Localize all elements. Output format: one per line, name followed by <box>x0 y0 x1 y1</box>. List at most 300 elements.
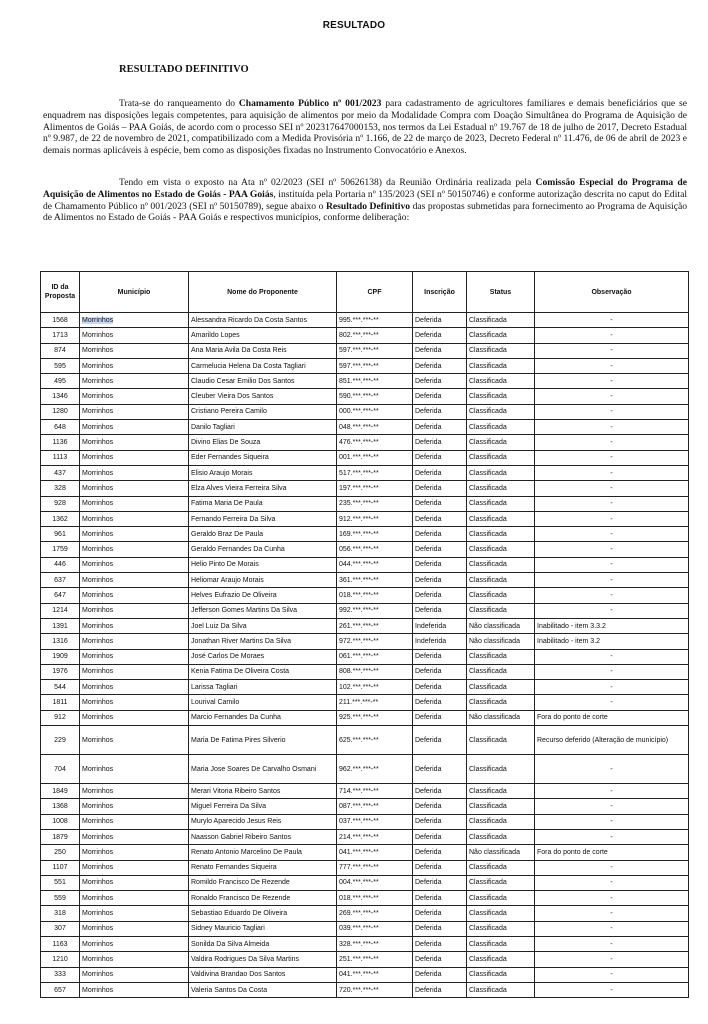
cell-cpf: 962.***.***-** <box>337 755 413 784</box>
table-row <box>41 906 689 921</box>
header-id: ID da Proposta <box>41 272 80 313</box>
cell-observacao: Inabilitado - item 3.2 <box>535 634 689 649</box>
cell-municipio: Morrinhos <box>80 465 189 480</box>
cell-status: Classificada <box>467 936 535 951</box>
table-row <box>41 695 689 710</box>
cell-id: 912 <box>41 710 80 725</box>
cell-inscricao: Indeferida <box>413 634 467 649</box>
table-row <box>41 680 689 695</box>
cell-cpf: 169.***.***-** <box>337 527 413 542</box>
cell-municipio: Morrinhos <box>80 634 189 649</box>
cell-id: 961 <box>41 527 80 542</box>
cell-observacao: - <box>535 664 689 679</box>
cell-inscricao: Deferida <box>413 952 467 967</box>
cell-cpf: 048.***.***-** <box>337 420 413 435</box>
cell-inscricao: Deferida <box>413 799 467 814</box>
cell-nome: Fatima Maria De Paula <box>189 496 337 511</box>
cell-observacao: - <box>535 695 689 710</box>
cell-nome: Danilo Tagliari <box>189 420 337 435</box>
cell-cpf: 972.***.***-** <box>337 634 413 649</box>
cell-observacao: - <box>535 511 689 526</box>
cell-observacao: - <box>535 496 689 511</box>
cell-nome: Elisio Araujo Morais <box>189 465 337 480</box>
cell-observacao: - <box>535 814 689 829</box>
cell-observacao: - <box>535 527 689 542</box>
cell-municipio: Morrinhos <box>80 588 189 603</box>
cell-id: 1346 <box>41 389 80 404</box>
cell-cpf: 000.***.***-** <box>337 404 413 419</box>
cell-cpf: 269.***.***-** <box>337 906 413 921</box>
cell-municipio: Morrinhos <box>80 845 189 860</box>
cell-id: 229 <box>41 726 80 755</box>
cell-id: 1391 <box>41 618 80 633</box>
results-table <box>40 271 689 998</box>
cell-inscricao: Deferida <box>413 680 467 695</box>
table-row <box>41 450 689 465</box>
table-row <box>41 573 689 588</box>
cell-status: Classificada <box>467 695 535 710</box>
cell-id: 704 <box>41 755 80 784</box>
cell-status: Classificada <box>467 374 535 389</box>
delib-text-d: Resultado Definitivo <box>325 200 411 212</box>
cell-municipio: Morrinhos <box>80 450 189 465</box>
cell-id: 595 <box>41 358 80 373</box>
header-status: Status <box>467 272 535 313</box>
cell-observacao: - <box>535 465 689 480</box>
cell-id: 637 <box>41 573 80 588</box>
delib-text-b: Comissão Especial do Programa de Aquisição de Alimentos no Estado de Goiás - PAA Goiás <box>43 177 687 200</box>
header-observacao: Observação <box>535 272 689 313</box>
header-cpf: CPF <box>337 272 413 313</box>
cell-id: 1163 <box>41 936 80 951</box>
cell-inscricao: Deferida <box>413 982 467 997</box>
cell-id: 1909 <box>41 649 80 664</box>
cell-observacao: - <box>535 358 689 373</box>
cell-observacao: - <box>535 481 689 496</box>
table-row <box>41 588 689 603</box>
table-row <box>41 404 689 419</box>
cell-nome: Ronaldo Francisco De Rezende <box>189 891 337 906</box>
cell-nome: Maria De Fatima Pires Silverio <box>189 726 337 755</box>
cell-observacao: - <box>535 450 689 465</box>
cell-cpf: 625.***.***-** <box>337 726 413 755</box>
cell-municipio: Morrinhos <box>80 573 189 588</box>
cell-id: 1113 <box>41 450 80 465</box>
cell-status: Classificada <box>467 982 535 997</box>
cell-cpf: 328.***.***-** <box>337 936 413 951</box>
cell-cpf: 056.***.***-** <box>337 542 413 557</box>
table-row <box>41 313 689 328</box>
cell-observacao: - <box>535 875 689 890</box>
cell-inscricao: Deferida <box>413 784 467 799</box>
cell-nome: Jefferson Gomes Martins Da Silva <box>189 603 337 618</box>
delib-text-a: Tendo em vista o exposto na Ata nº 02/2023 (SEI nº 50626138) da Reunião Ordinária realizada pela <box>119 177 536 188</box>
cell-status: Classificada <box>467 328 535 343</box>
cell-observacao: - <box>535 755 689 784</box>
cell-inscricao: Deferida <box>413 496 467 511</box>
cell-municipio: Morrinhos <box>80 755 189 784</box>
table-row <box>41 799 689 814</box>
cell-nome: Cristiano Pereira Camilo <box>189 404 337 419</box>
cell-status: Classificada <box>467 588 535 603</box>
section-subtitle: RESULTADO DEFINITIVO <box>119 64 249 75</box>
cell-cpf: 590.***.***-** <box>337 389 413 404</box>
cell-observacao: - <box>535 328 689 343</box>
cell-cpf: 037.***.***-** <box>337 814 413 829</box>
table-row <box>41 967 689 982</box>
cell-id: 1214 <box>41 603 80 618</box>
cell-municipio: Morrinhos <box>80 389 189 404</box>
cell-id: 328 <box>41 481 80 496</box>
cell-inscricao: Deferida <box>413 358 467 373</box>
cell-cpf: 004.***.***-** <box>337 875 413 890</box>
cell-observacao: - <box>535 952 689 967</box>
cell-status: Classificada <box>467 527 535 542</box>
cell-municipio: Morrinhos <box>80 710 189 725</box>
cell-id: 1316 <box>41 634 80 649</box>
cell-cpf: 214.***.***-** <box>337 829 413 844</box>
cell-observacao: - <box>535 420 689 435</box>
cell-municipio: Morrinhos <box>80 664 189 679</box>
cell-inscricao: Deferida <box>413 814 467 829</box>
intro-text-b: Chamamento Público nº 001/2023 <box>238 98 382 109</box>
cell-municipio: Morrinhos <box>80 618 189 633</box>
table-row <box>41 496 689 511</box>
cell-nome: Renato Antonio Marcelino De Paula <box>189 845 337 860</box>
table-row <box>41 465 689 480</box>
table-row <box>41 829 689 844</box>
table-row <box>41 420 689 435</box>
cell-id: 657 <box>41 982 80 997</box>
cell-id: 437 <box>41 465 80 480</box>
cell-status: Classificada <box>467 860 535 875</box>
cell-municipio: Morrinhos <box>80 481 189 496</box>
cell-nome: Valdira Rodrigues Da Silva Martins <box>189 952 337 967</box>
cell-id: 333 <box>41 967 80 982</box>
cell-municipio: Morrinhos <box>80 860 189 875</box>
cell-municipio: Morrinhos <box>80 799 189 814</box>
cell-nome: Murylo Aparecido Jesus Reis <box>189 814 337 829</box>
cell-municipio: Morrinhos <box>80 404 189 419</box>
table-row <box>41 557 689 572</box>
cell-status: Classificada <box>467 726 535 755</box>
cell-inscricao: Deferida <box>413 573 467 588</box>
cell-municipio: Morrinhos <box>80 695 189 710</box>
cell-inscricao: Deferida <box>413 404 467 419</box>
cell-observacao: - <box>535 799 689 814</box>
cell-status: Classificada <box>467 952 535 967</box>
cell-municipio: Morrinhos <box>80 343 189 358</box>
cell-status: Classificada <box>467 814 535 829</box>
cell-municipio: Morrinhos <box>80 906 189 921</box>
cell-cpf: 992.***.***-** <box>337 603 413 618</box>
cell-inscricao: Deferida <box>413 891 467 906</box>
table-body <box>41 313 689 998</box>
cell-nome: Joel Luiz Da Silva <box>189 618 337 633</box>
cell-nome: Carmelucia Helena Da Costa Tagliari <box>189 358 337 373</box>
cell-inscricao: Deferida <box>413 542 467 557</box>
cell-cpf: 251.***.***-** <box>337 952 413 967</box>
cell-municipio: Morrinhos <box>80 649 189 664</box>
cell-observacao: - <box>535 374 689 389</box>
cell-municipio: Morrinhos <box>80 328 189 343</box>
cell-nome: Larissa Tagliari <box>189 680 337 695</box>
selected-text-highlight[interactable]: Morrinhos <box>82 316 114 324</box>
cell-status: Classificada <box>467 967 535 982</box>
cell-municipio: Morrinhos <box>80 875 189 890</box>
cell-cpf: 041.***.***-** <box>337 845 413 860</box>
cell-inscricao: Deferida <box>413 845 467 860</box>
cell-cpf: 044.***.***-** <box>337 557 413 572</box>
cell-id: 1368 <box>41 799 80 814</box>
cell-municipio: Morrinhos <box>80 982 189 997</box>
cell-status: Classificada <box>467 420 535 435</box>
table-row <box>41 710 689 725</box>
cell-status: Classificada <box>467 404 535 419</box>
cell-status: Classificada <box>467 906 535 921</box>
cell-status: Não classificada <box>467 710 535 725</box>
cell-status: Classificada <box>467 755 535 784</box>
cell-inscricao: Deferida <box>413 450 467 465</box>
cell-municipio: Morrinhos <box>80 829 189 844</box>
cell-municipio: Morrinhos <box>80 374 189 389</box>
cell-status: Classificada <box>467 573 535 588</box>
cell-id: 544 <box>41 680 80 695</box>
table-row <box>41 328 689 343</box>
cell-id: 1107 <box>41 860 80 875</box>
cell-inscricao: Deferida <box>413 328 467 343</box>
cell-id: 551 <box>41 875 80 890</box>
table-row <box>41 603 689 618</box>
cell-cpf: 001.***.***-** <box>337 450 413 465</box>
cell-observacao: - <box>535 921 689 936</box>
table-row <box>41 649 689 664</box>
table-row <box>41 875 689 890</box>
cell-cpf: 261.***.***-** <box>337 618 413 633</box>
cell-status: Classificada <box>467 664 535 679</box>
cell-nome: Heliomar Araujo Morais <box>189 573 337 588</box>
cell-status: Classificada <box>467 680 535 695</box>
cell-id: 1008 <box>41 814 80 829</box>
table-row <box>41 921 689 936</box>
table-header-row <box>41 272 689 313</box>
table-row <box>41 511 689 526</box>
cell-cpf: 102.***.***-** <box>337 680 413 695</box>
cell-nome: Kenia Fatima De Oliveira Costa <box>189 664 337 679</box>
cell-status: Classificada <box>467 921 535 936</box>
cell-nome: Romildo Francisco De Rezende <box>189 875 337 890</box>
cell-id: 1136 <box>41 435 80 450</box>
cell-status: Classificada <box>467 435 535 450</box>
cell-id: 1811 <box>41 695 80 710</box>
cell-id: 318 <box>41 906 80 921</box>
cell-municipio: Morrinhos <box>80 784 189 799</box>
table-row <box>41 891 689 906</box>
cell-nome: Elza Alves Vieira Ferreira Silva <box>189 481 337 496</box>
cell-municipio: Morrinhos <box>80 814 189 829</box>
cell-municipio: Morrinhos <box>80 496 189 511</box>
cell-status: Classificada <box>467 875 535 890</box>
cell-nome: Lourival Camilo <box>189 695 337 710</box>
cell-inscricao: Deferida <box>413 557 467 572</box>
cell-status: Classificada <box>467 649 535 664</box>
cell-nome: Helio Pinto De Morais <box>189 557 337 572</box>
cell-status: Classificada <box>467 343 535 358</box>
cell-observacao: - <box>535 982 689 997</box>
cell-status: Classificada <box>467 891 535 906</box>
cell-nome: Sonilda Da Silva Almeida <box>189 936 337 951</box>
cell-observacao: - <box>535 680 689 695</box>
table-row <box>41 542 689 557</box>
header-nome: Nome do Proponente <box>189 272 337 313</box>
cell-status: Não classificada <box>467 845 535 860</box>
cell-cpf: 517.***.***-** <box>337 465 413 480</box>
cell-inscricao: Deferida <box>413 829 467 844</box>
cell-nome: Marcio Fernandes Da Cunha <box>189 710 337 725</box>
cell-nome: Geraldo Fernandes Da Cunha <box>189 542 337 557</box>
table-row <box>41 755 689 784</box>
cell-id: 250 <box>41 845 80 860</box>
cell-nome: José Carlos De Moraes <box>189 649 337 664</box>
cell-id: 1280 <box>41 404 80 419</box>
table-row <box>41 389 689 404</box>
cell-status: Classificada <box>467 557 535 572</box>
cell-cpf: 041.***.***-** <box>337 967 413 982</box>
cell-inscricao: Deferida <box>413 603 467 618</box>
table-row <box>41 435 689 450</box>
cell-inscricao: Deferida <box>413 967 467 982</box>
cell-municipio <box>80 313 189 328</box>
cell-status: Classificada <box>467 481 535 496</box>
cell-observacao: Inabilitado - item 3.3.2 <box>535 618 689 633</box>
table-row <box>41 664 689 679</box>
cell-inscricao: Deferida <box>413 710 467 725</box>
cell-inscricao: Deferida <box>413 435 467 450</box>
cell-municipio: Morrinhos <box>80 420 189 435</box>
cell-status: Classificada <box>467 784 535 799</box>
cell-inscricao: Deferida <box>413 511 467 526</box>
cell-observacao: - <box>535 542 689 557</box>
cell-nome: Ana Maria Avila Da Costa Reis <box>189 343 337 358</box>
cell-id: 1210 <box>41 952 80 967</box>
cell-id: 1879 <box>41 829 80 844</box>
cell-observacao: - <box>535 784 689 799</box>
table-row <box>41 343 689 358</box>
cell-nome: Merari Vitoria Ribeiro Santos <box>189 784 337 799</box>
table-row <box>41 814 689 829</box>
cell-cpf: 808.***.***-** <box>337 664 413 679</box>
cell-inscricao: Deferida <box>413 875 467 890</box>
cell-nome: Jonathan River Martins Da Silva <box>189 634 337 649</box>
cell-id: 446 <box>41 557 80 572</box>
cell-inscricao: Deferida <box>413 726 467 755</box>
cell-cpf: 018.***.***-** <box>337 891 413 906</box>
table-row <box>41 952 689 967</box>
cell-status: Classificada <box>467 389 535 404</box>
cell-nome: Renato Fernandes Siqueira <box>189 860 337 875</box>
cell-cpf: 851.***.***-** <box>337 374 413 389</box>
cell-status: Classificada <box>467 829 535 844</box>
cell-inscricao: Deferida <box>413 389 467 404</box>
cell-observacao: - <box>535 343 689 358</box>
cell-observacao: - <box>535 573 689 588</box>
header-municipio: Município <box>80 272 189 313</box>
cell-observacao: - <box>535 936 689 951</box>
table-row <box>41 936 689 951</box>
table-row <box>41 982 689 997</box>
cell-cpf: 597.***.***-** <box>337 358 413 373</box>
cell-status: Classificada <box>467 465 535 480</box>
cell-nome: Miguel Ferreira Da Silva <box>189 799 337 814</box>
deliberation-paragraph <box>43 177 687 224</box>
cell-municipio: Morrinhos <box>80 603 189 618</box>
cell-municipio: Morrinhos <box>80 921 189 936</box>
cell-status: Classificada <box>467 496 535 511</box>
cell-nome: Geraldo Braz De Paula <box>189 527 337 542</box>
cell-cpf: 476.***.***-** <box>337 435 413 450</box>
cell-municipio: Morrinhos <box>80 936 189 951</box>
cell-id: 1849 <box>41 784 80 799</box>
cell-id: 874 <box>41 343 80 358</box>
cell-observacao: - <box>535 557 689 572</box>
cell-municipio: Morrinhos <box>80 952 189 967</box>
cell-inscricao: Deferida <box>413 481 467 496</box>
cell-cpf: 802.***.***-** <box>337 328 413 343</box>
cell-nome: Eder Fernandes Siqueira <box>189 450 337 465</box>
cell-nome: Claudio Cesar Emilio Dos Santos <box>189 374 337 389</box>
cell-municipio: Morrinhos <box>80 891 189 906</box>
cell-status: Classificada <box>467 511 535 526</box>
cell-cpf: 995.***.***-** <box>337 313 413 328</box>
cell-cpf: 777.***.***-** <box>337 860 413 875</box>
table-row <box>41 860 689 875</box>
cell-status: Classificada <box>467 542 535 557</box>
cell-inscricao: Deferida <box>413 649 467 664</box>
cell-nome: Helves Eufrazio De Oliveira <box>189 588 337 603</box>
cell-id: 559 <box>41 891 80 906</box>
cell-observacao: - <box>535 860 689 875</box>
cell-inscricao: Deferida <box>413 313 467 328</box>
cell-cpf: 087.***.***-** <box>337 799 413 814</box>
cell-cpf: 018.***.***-** <box>337 588 413 603</box>
cell-cpf: 912.***.***-** <box>337 511 413 526</box>
cell-id: 1362 <box>41 511 80 526</box>
cell-status: Classificada <box>467 450 535 465</box>
cell-municipio: Morrinhos <box>80 511 189 526</box>
cell-nome: Valdivina Brandao Dos Santos <box>189 967 337 982</box>
results-table-container <box>40 271 688 998</box>
cell-observacao: - <box>535 906 689 921</box>
cell-observacao: - <box>535 404 689 419</box>
cell-inscricao: Deferida <box>413 420 467 435</box>
cell-cpf: 720.***.***-** <box>337 982 413 997</box>
header-inscricao: Inscrição <box>413 272 467 313</box>
table-row <box>41 634 689 649</box>
cell-municipio: Morrinhos <box>80 680 189 695</box>
cell-inscricao: Deferida <box>413 343 467 358</box>
cell-inscricao: Deferida <box>413 755 467 784</box>
cell-inscricao: Deferida <box>413 527 467 542</box>
cell-inscricao: Deferida <box>413 906 467 921</box>
cell-id: 648 <box>41 420 80 435</box>
cell-observacao: - <box>535 891 689 906</box>
cell-inscricao: Deferida <box>413 921 467 936</box>
cell-id: 1759 <box>41 542 80 557</box>
cell-status: Não classificada <box>467 634 535 649</box>
cell-observacao: - <box>535 588 689 603</box>
cell-municipio: Morrinhos <box>80 542 189 557</box>
cell-cpf: 235.***.***-** <box>337 496 413 511</box>
